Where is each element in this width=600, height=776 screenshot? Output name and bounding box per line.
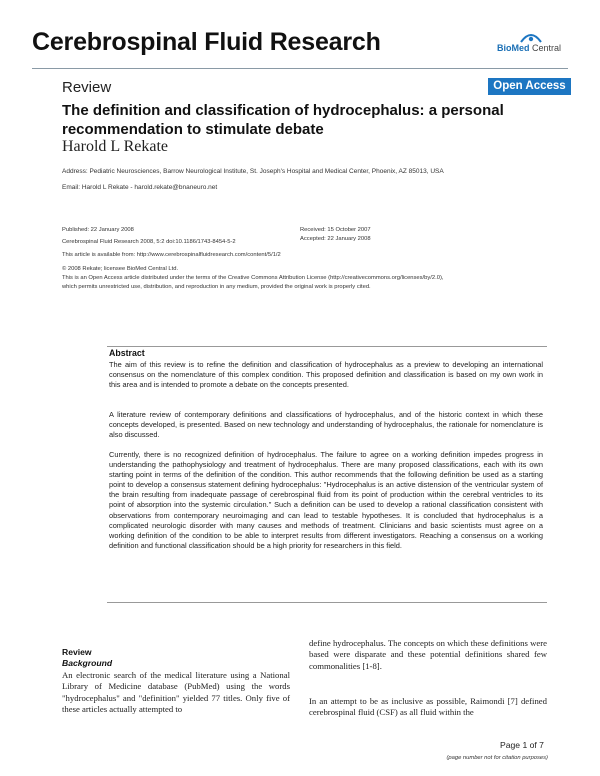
author-address: Address: Pediatric Neurosciences, Barrow Neurological Institute, St. Joseph's Hospital and Medical Center, Phoenix, AZ 85013, USA bbox=[62, 168, 444, 175]
abstract-heading: Abstract bbox=[109, 348, 145, 358]
abstract-paragraph-2: A literature review of contemporary definitions and classifications of hydrocephalus, and of the historic context in which these concepts developed, is presented. Based on new technology and understanding of hydrocephalus, the rationale for nomenclature is also discussed. bbox=[109, 410, 543, 440]
body-right-paragraph-2: In an attempt to be as inclusive as possible, Raimondi [7] defined cerebrospinal fluid (CSF) as all fluid within the bbox=[309, 696, 547, 718]
journal-title: Cerebrospinal Fluid Research bbox=[32, 28, 381, 56]
abstract-top-rule bbox=[107, 346, 547, 347]
abstract-paragraph-1: The aim of this review is to refine the definition and classification of hydrocephalus as a preview to developing an international consensus on the nomenclature of this complex condition. This proposed definition and classification is based on my own work in this area and is intended to promote a debate on the concepts presented. bbox=[109, 360, 543, 390]
abstract-bottom-rule bbox=[107, 602, 547, 603]
publisher-bio: Bio bbox=[497, 43, 512, 53]
publisher-logo bbox=[497, 30, 567, 56]
received-date: Received: 15 October 2007 bbox=[300, 227, 371, 233]
page-number: Page 1 of 7 bbox=[500, 740, 544, 750]
publisher-logo-icon bbox=[519, 30, 543, 44]
published-date: Published: 22 January 2008 bbox=[62, 227, 134, 233]
article-url[interactable]: This article is available from: http://www.cerebrospinalfluidresearch.com/content/5/1/2 bbox=[62, 252, 281, 258]
citation: Cerebrospinal Fluid Research 2008, 5:2 doi:10.1186/1743-8454-5-2 bbox=[62, 239, 236, 245]
copyright: © 2008 Rekate; licensee BioMed Central Ltd. bbox=[62, 266, 179, 272]
article-title: The definition and classification of hydrocephalus: a personal recommendation to stimulate debate bbox=[62, 102, 504, 138]
body-left-column: An electronic search of the medical literature using a National Library of Medicine database (PubMed) using the words "hydrocephalus" and "definition" yielded 77 titles. Only five of these articles actually attempted to bbox=[62, 670, 290, 715]
abstract-paragraph-3: Currently, there is no recognized definition of hydrocephalus. The failure to agree on a working definition impedes progress in understanding the pathophysiology and treatment of hydrocephalus. There are many proposed classifications, each with its own starting point in terms of the definition of the condition. This author recommends that the following definition be used as a starting point to develop a consensus statement defining hydrocephalus: "Hydrocephalus is an active distension of the ventricular system of the brain resulting from inadequate passage of cerebrospinal fluid from its point of production within the cerebral ventricles to its point of absorption into the systemic circulation." Such a definition can be used to develop a rational classification consistent with observations from contemporary neuroimaging and can lead to testable hypotheses. It is concluded that hydrocephalus is a complicated neurologic disorder with many causes and methods of treatment. Clinicians and basic scientists must agree on a working definition of the condition to be able to interpret results from different investigators. Reaching a consensus on a working definition and functional classification should be a high priority for researchers in this field. bbox=[109, 450, 543, 550]
author-email: Email: Harold L Rekate - harold.rekate@bnaneuro.net bbox=[62, 184, 218, 191]
section-heading: Review bbox=[62, 647, 92, 657]
author: Harold L Rekate bbox=[62, 138, 169, 155]
article-type: Review bbox=[62, 79, 112, 96]
header-rule bbox=[32, 68, 568, 69]
license-line-1[interactable]: This is an Open Access article distributed under the terms of the Creative Commons Attribution License (http://creativecommons.org/licenses/by/2.0), bbox=[62, 275, 444, 281]
page-note: (page number not for citation purposes) bbox=[446, 755, 548, 761]
open-access-badge: Open Access bbox=[488, 78, 571, 95]
publisher-central: Central bbox=[529, 43, 562, 53]
body-right-paragraph-1: define hydrocephalus. The concepts on which these definitions were based were disparate and these potential definitions shared few commonalities [1-8]. bbox=[309, 638, 547, 671]
accepted-date: Accepted: 22 January 2008 bbox=[300, 236, 371, 242]
subsection-heading: Background bbox=[62, 658, 113, 668]
publisher-med: Med bbox=[511, 43, 530, 53]
license-line-2: which permits unrestricted use, distribution, and reproduction in any medium, provided the original work is properly cited. bbox=[62, 284, 371, 290]
